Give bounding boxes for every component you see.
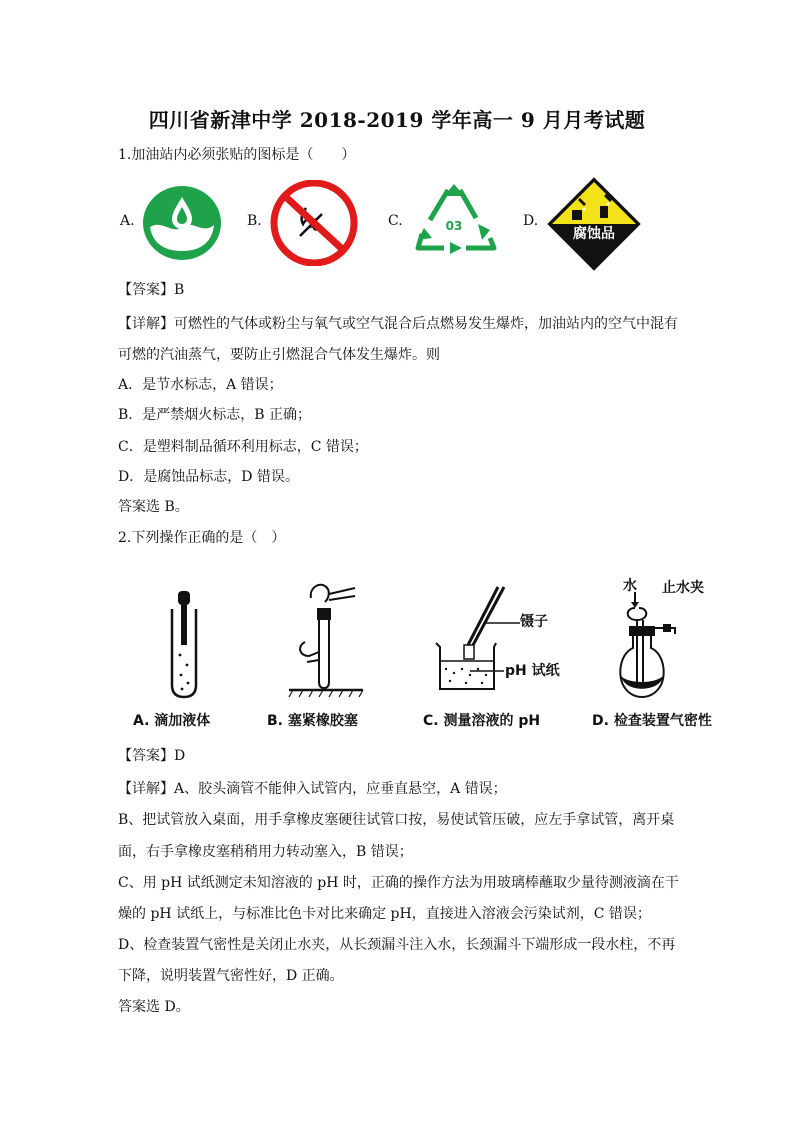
q1-explain-2: 可燃的汽油蒸气，要防止引燃混合气体发生爆炸。则 (118, 347, 440, 363)
q2-explain-4: C、用 pH 试纸测定未知溶液的 pH 时，正确的操作方法为用玻璃棒蘸取少量待测液滴在干 (118, 875, 679, 891)
q2-explain-3: 面，右手拿橡皮塞稍稍用力转动塞入，B 错误； (118, 844, 413, 860)
fig-caption-a: A. 滴加液体 (133, 713, 211, 729)
rubber-stopper-figure (285, 580, 365, 700)
ph-test-figure (430, 585, 510, 695)
q2-final: 答案选 D。 (118, 999, 190, 1015)
page-title: 四川省新津中学 2018-2019 学年高一 9 月月考试题 (148, 108, 646, 132)
label-water: 水 (623, 578, 637, 594)
tweezers-leader-line (486, 620, 520, 626)
q1-label-a: A. (120, 213, 135, 229)
q2-explain-1: 【详解】A、胶头滴管不能伸入试管内，应垂直悬空，A 错误； (118, 781, 507, 797)
q2-answer: 【答案】D (118, 748, 186, 764)
q2-explain-5: 燥的 pH 试纸上，与标准比色卡对比来确定 pH，直接进入溶液会污染试剂，C 错误； (118, 906, 651, 922)
q1-stem: 1.加油站内必须张贴的图标是（ ） (118, 147, 356, 163)
corrosive-icon (546, 176, 642, 272)
label-tweezers: 镊子 (520, 614, 548, 630)
q1-final: 答案选 B。 (118, 499, 189, 515)
corrosive-label: 腐蚀品 (573, 226, 615, 242)
recycle-code: 03 (445, 219, 463, 233)
q1-explain-1: 【详解】可燃性的气体或粉尘与氧气或空气混合后点燃易发生爆炸，加油站内的空气中混有 (118, 316, 678, 332)
recycle-icon (410, 182, 498, 262)
q1-option-d: D．是腐蚀品标志，D 错误。 (118, 469, 299, 485)
q2-explain-2: B、把试管放入桌面，用手拿橡皮塞硬往试管口按，易使试管压破，应左手拿试管，离开桌 (118, 812, 675, 828)
q2-stem: 2.下列操作正确的是（ ） (118, 530, 286, 546)
fig-caption-b: B. 塞紧橡胶塞 (267, 713, 358, 729)
ph-leader-line (470, 668, 504, 674)
q1-option-b: B．是严禁烟火标志，B 正确； (118, 407, 312, 423)
q2-explain-6: D、检查装置气密性是关闭止水夹，从长颈漏斗注入水，长颈漏斗下端形成一段水柱，不再 (118, 937, 676, 953)
fig-caption-c: C. 测量溶液的 pH (423, 713, 541, 729)
q1-label-b: B. (247, 213, 262, 229)
fig-caption-d: D. 检查装置气密性 (592, 713, 712, 729)
no-fire-icon (270, 180, 358, 266)
water-saving-icon (142, 185, 222, 261)
dropper-test-tube-figure (160, 585, 210, 700)
q1-option-a: A．是节水标志，A 错误； (118, 377, 283, 393)
q2-explain-7: 下降，说明装置气密性好，D 正确。 (118, 968, 344, 984)
q1-label-d: D. (523, 213, 539, 229)
label-ph-paper: pH 试纸 (505, 663, 560, 679)
q1-option-c: C．是塑料制品循环利用标志，C 错误； (118, 439, 368, 455)
q1-answer: 【答案】B (118, 282, 185, 298)
q1-label-c: C. (388, 213, 403, 229)
label-stopcock: 止水夹 (662, 580, 704, 596)
airtightness-figure (615, 592, 705, 704)
